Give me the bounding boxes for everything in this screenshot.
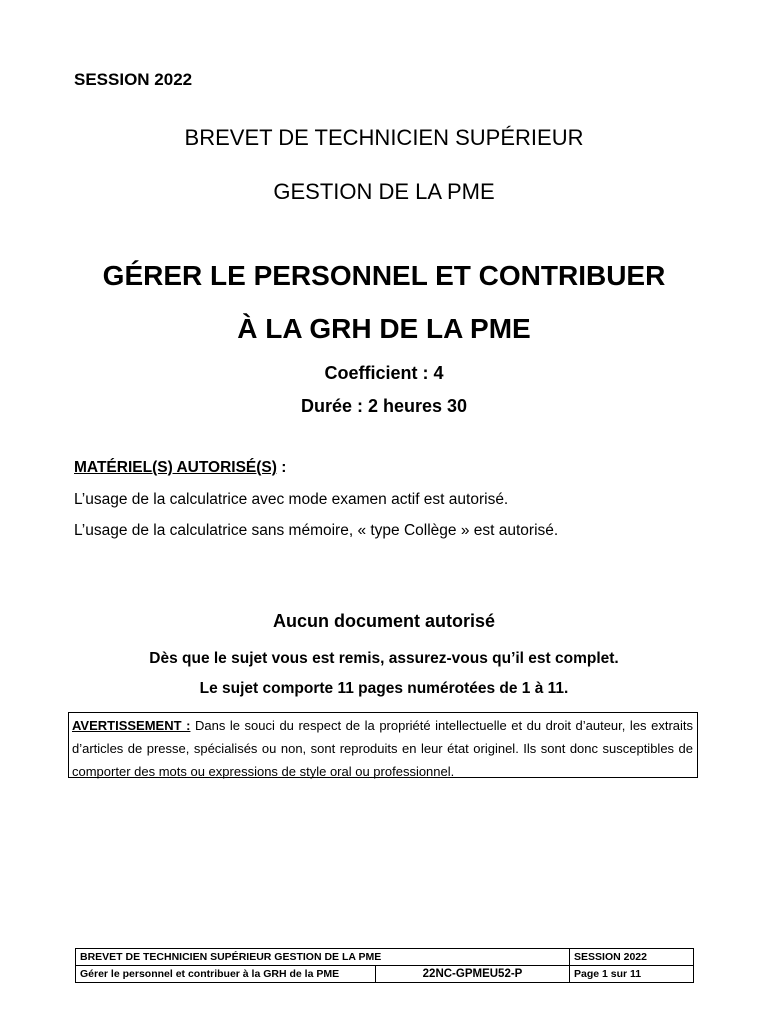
- footer-reference: 22NC-GPMEU52-P: [376, 966, 570, 983]
- materials-heading-suffix: :: [276, 459, 287, 476]
- footer-exam-title: BREVET DE TECHNICIEN SUPÉRIEUR GESTION DE LA PME: [76, 949, 570, 966]
- footer-table: [75, 948, 694, 983]
- materials-heading-label: MATÉRIEL(S) AUTORISÉ(S): [74, 459, 277, 476]
- duration: Durée : 2 heures 30: [300, 396, 468, 416]
- footer-row-1: [76, 949, 694, 966]
- subject-title-line2: À LA GRH DE LA PME: [237, 313, 531, 344]
- specialty-title: GESTION DE LA PME: [273, 179, 495, 204]
- subject-title-line1: GÉRER LE PERSONNEL ET CONTRIBUER: [102, 260, 666, 291]
- coefficient: Coefficient : 4: [324, 363, 444, 383]
- warning-text: Dans le souci du respect de la propriété intellectuelle et du droit d’auteur, les extraits d’articles de presse, spécialisés ou non, sont reproduits en leur état originel. Ils sont donc susceptibles de comporter des mots ou expressions de style oral ou professionnel.: [72, 718, 693, 779]
- session-label: SESSION 2022: [74, 70, 193, 89]
- warning-box: [68, 712, 698, 778]
- materials-heading: [74, 459, 286, 477]
- exam-title: BREVET DE TECHNICIEN SUPÉRIEUR: [184, 125, 584, 150]
- no-documents-notice: Aucun document autorisé: [272, 611, 496, 631]
- check-complete-notice: Dès que le sujet vous est remis, assurez-vous qu’il est complet.: [149, 650, 619, 667]
- footer-row-2: [76, 966, 694, 983]
- warning-label: AVERTISSEMENT :: [72, 718, 191, 733]
- footer-page-number: Page 1 sur 11: [570, 966, 694, 983]
- footer-subject: Gérer le personnel et contribuer à la GRH de la PME: [76, 966, 376, 983]
- footer-session: SESSION 2022: [570, 949, 694, 966]
- materials-line-2: L’usage de la calculatrice sans mémoire, « type Collège » est autorisé.: [74, 522, 559, 539]
- materials-line-1: L’usage de la calculatrice avec mode examen actif est autorisé.: [74, 491, 509, 508]
- page-count-notice: Le sujet comporte 11 pages numérotées de 1 à 11.: [199, 680, 569, 697]
